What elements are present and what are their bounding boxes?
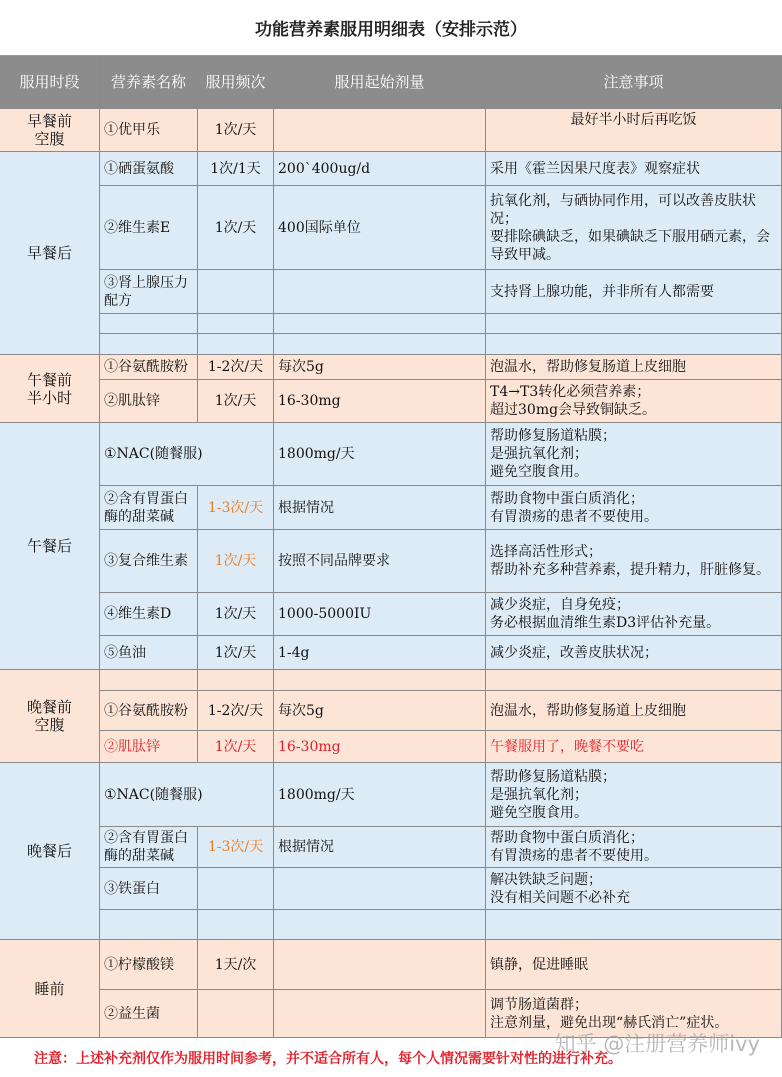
dose-cell-text: 根据情况 xyxy=(278,499,334,516)
note-cell xyxy=(486,593,782,636)
nutrient-name-cell xyxy=(100,152,198,186)
frequency-cell-text: 1-2次/天 xyxy=(207,702,264,719)
note-cell xyxy=(486,380,782,423)
dose-cell xyxy=(274,910,486,940)
nutrient-name-cell xyxy=(100,530,198,593)
note-cell xyxy=(486,670,782,691)
period-cell: 早餐前空腹 xyxy=(0,109,100,152)
dose-cell-text: 根据情况 xyxy=(278,839,334,855)
note-cell-text: 帮助食物中蛋白质消化； 有胃溃疡的患者不要使用。 xyxy=(490,490,658,525)
period-cell: 晚餐后 xyxy=(0,763,100,940)
note-cell-text: 支持肾上腺功能，并非所有人都需要 xyxy=(490,283,714,300)
nutrient-name-cell xyxy=(100,827,198,868)
frequency-cell-text: 1次/天 xyxy=(214,644,257,661)
nutrient-name-cell xyxy=(100,910,198,940)
frequency-cell xyxy=(198,152,274,186)
note-cell xyxy=(486,910,782,940)
watermark: 知乎 @注册营养师ivy xyxy=(554,1032,760,1056)
nutrient-name-cell-text: ①谷氨酰胺粉 xyxy=(104,359,188,375)
note-cell xyxy=(486,423,782,486)
period-cell: 午餐前半小时 xyxy=(0,355,100,423)
header-frequency: 服用频次 xyxy=(198,56,274,109)
frequency-cell-text: 1-2次/天 xyxy=(207,359,264,375)
frequency-cell-text: 1次/1天 xyxy=(210,160,261,177)
dose-cell-text: 1000-5000IU xyxy=(278,606,372,622)
nutrient-name-cell xyxy=(100,593,198,636)
note-cell xyxy=(486,334,782,355)
note-cell-text: 镇静，促进睡眠 xyxy=(490,956,588,973)
header-period: 服用时段 xyxy=(0,56,100,109)
frequency-cell xyxy=(198,731,274,763)
note-cell-text: 解决铁缺乏问题； 没有相关问题不必补充 xyxy=(490,871,630,906)
dose-cell xyxy=(274,334,486,355)
note-cell-text: 泡温水，帮助修复肠道上皮细胞 xyxy=(490,702,686,719)
note-cell xyxy=(486,691,782,731)
note-cell xyxy=(486,940,782,990)
note-cell-text: T4→T3转化必须营养素； 超过30mg会导致铜缺乏。 xyxy=(490,384,657,418)
nutrient-name-cell-text: ①柠檬酸镁 xyxy=(104,956,174,973)
nutrient-name-cell-text: ③肾上腺压力配方 xyxy=(104,274,188,309)
nutrient-name-cell-text: ②肌肽锌 xyxy=(104,738,160,755)
frequency-cell xyxy=(198,990,274,1038)
nutrient-name-cell-text: ④维生素D xyxy=(104,606,172,622)
nutrient-name-cell xyxy=(100,691,198,731)
note-cell xyxy=(486,827,782,868)
dose-cell xyxy=(274,731,486,763)
note-cell-text: 泡温水，帮助修复肠道上皮细胞 xyxy=(490,359,686,375)
note-cell-text: 最好半小时后再吃饭 xyxy=(570,112,697,128)
note-cell-text: 帮助食物中蛋白质消化； 有胃溃疡的患者不要使用。 xyxy=(490,830,658,864)
dose-cell xyxy=(274,186,486,270)
nutrient-name-cell-text: ③复合维生素 xyxy=(104,553,188,569)
note-cell-text: 抗氧化剂，与硒协同作用，可以改善皮肤状况； 要排除碘缺乏，如果碘缺乏下服用硒元素，会导致甲减。 xyxy=(490,192,770,263)
period-cell: 晚餐前空腹 xyxy=(0,670,100,763)
frequency-cell xyxy=(198,270,274,314)
nutrient-name-cell xyxy=(100,990,198,1038)
note-cell xyxy=(486,270,782,314)
dose-cell xyxy=(274,691,486,731)
frequency-cell-text: 1次/天 xyxy=(214,219,257,236)
frequency-cell xyxy=(198,868,274,910)
frequency-cell xyxy=(198,186,274,270)
dose-cell-text: 每次5g xyxy=(278,702,324,719)
dose-cell-text: 按照不同品牌要求 xyxy=(278,553,390,569)
nutrient-name-cell-text: ①NAC(随餐服) xyxy=(104,446,203,462)
note-cell xyxy=(486,186,782,270)
period-cell: 睡前 xyxy=(0,940,100,1038)
nutrient-name-cell xyxy=(100,109,198,152)
dose-cell-text: 1800mg/天 xyxy=(278,786,355,803)
frequency-cell-text: 1次/天 xyxy=(214,738,257,755)
nutrient-name-cell-text: ②肌肽锌 xyxy=(104,393,160,409)
header-dose: 服用起始剂量 xyxy=(274,56,486,109)
frequency-cell xyxy=(198,593,274,636)
frequency-cell xyxy=(198,109,274,152)
nutrient-name-cell xyxy=(100,731,198,763)
dose-cell xyxy=(274,990,486,1038)
dose-cell xyxy=(274,486,486,530)
nutrient-name-cell xyxy=(100,380,198,423)
note-cell xyxy=(486,355,782,380)
note-cell xyxy=(486,152,782,186)
dose-cell xyxy=(274,636,486,670)
nutrient-name-cell-text: ①NAC(随餐服) xyxy=(104,786,203,803)
period-cell: 午餐后 xyxy=(0,423,100,670)
nutrient-name-cell-text: ⑤鱼油 xyxy=(104,644,146,661)
nutrient-name-cell-text: ①硒蛋氨酸 xyxy=(104,160,174,177)
frequency-cell-text: 1次/天 xyxy=(214,553,257,569)
nutrient-name-cell xyxy=(100,314,198,334)
period-cell: 早餐后 xyxy=(0,152,100,355)
header-notes: 注意事项 xyxy=(486,56,782,109)
frequency-cell xyxy=(198,355,274,380)
note-cell-text: 采用《霍兰因果尺度表》观察症状 xyxy=(490,160,700,177)
dose-cell-text: 400国际单位 xyxy=(278,219,361,236)
dose-cell xyxy=(274,530,486,593)
frequency-cell xyxy=(198,314,274,334)
frequency-cell xyxy=(198,486,274,530)
nutrient-name-cell xyxy=(100,186,198,270)
note-cell xyxy=(486,868,782,910)
dose-cell xyxy=(274,940,486,990)
frequency-cell xyxy=(198,910,274,940)
nutrient-name-cell xyxy=(100,868,198,910)
nutrient-name-cell-text: ②益生菌 xyxy=(104,1005,160,1022)
dose-cell xyxy=(274,868,486,910)
note-cell-text: 选择高活性形式； 帮助补充多种营养素，提升精力，肝脏修复。 xyxy=(490,544,770,578)
frequency-cell xyxy=(198,691,274,731)
note-cell-text: 调节肠道菌群； 注意剂量，避免出现“赫氏消亡”症状。 xyxy=(490,996,729,1031)
dose-cell xyxy=(274,593,486,636)
nutrient-name-cell-text: ①谷氨酰胺粉 xyxy=(104,702,188,719)
dose-cell xyxy=(274,109,486,152)
note-cell xyxy=(486,731,782,763)
nutrient-name-cell xyxy=(100,940,198,990)
dose-cell xyxy=(274,827,486,868)
nutrient-name-cell xyxy=(100,334,198,355)
dose-cell-text: 每次5g xyxy=(278,359,324,375)
frequency-cell xyxy=(198,636,274,670)
nutrient-name-cell xyxy=(100,423,274,486)
dose-cell-text: 1800mg/天 xyxy=(278,446,355,462)
frequency-cell xyxy=(198,380,274,423)
note-cell-text: 帮助修复肠道粘膜； 是强抗氧化剂； 避免空腹食用。 xyxy=(490,768,616,821)
nutrient-name-cell xyxy=(100,355,198,380)
nutrient-name-cell xyxy=(100,486,198,530)
note-cell xyxy=(486,763,782,827)
note-cell xyxy=(486,530,782,593)
dose-cell-text: 1-4g xyxy=(278,644,310,661)
frequency-cell xyxy=(198,827,274,868)
frequency-cell-text: 1次/天 xyxy=(214,122,257,138)
dose-cell xyxy=(274,355,486,380)
frequency-cell-text: 1-3次/天 xyxy=(207,499,264,516)
nutrient-name-cell-text: ②含有胃蛋白酶的甜菜碱 xyxy=(104,830,188,864)
frequency-cell xyxy=(198,334,274,355)
nutrient-name-cell xyxy=(100,670,198,691)
footer-note: 注意：上述补充剂仅作为服用时间参考，并不适合所有人，每个人情况需要针对性的进行补充。 xyxy=(34,1050,622,1067)
frequency-cell-text: 1-3次/天 xyxy=(207,839,264,855)
nutrient-name-cell-text: ②含有胃蛋白酶的甜菜碱 xyxy=(104,490,188,525)
header-name: 营养素名称 xyxy=(100,56,198,109)
note-cell xyxy=(486,109,782,152)
note-cell-text: 减少炎症，改善皮肤状况； xyxy=(490,644,658,661)
frequency-cell xyxy=(198,670,274,691)
dose-cell-text: 16-30mg xyxy=(278,393,341,409)
frequency-cell-text: 1天/次 xyxy=(214,956,257,973)
dose-cell xyxy=(274,423,486,486)
frequency-cell-text: 1次/天 xyxy=(214,393,257,409)
frequency-cell xyxy=(198,530,274,593)
dose-cell xyxy=(274,670,486,691)
dose-cell-text: 16-30mg xyxy=(278,738,341,755)
note-cell-text: 午餐服用了，晚餐不要吃 xyxy=(490,738,644,755)
table-title: 功能营养素服用明细表（安排示范） xyxy=(0,0,782,56)
note-cell-text: 帮助修复肠道粘膜； 是强抗氧化剂； 避免空腹食用。 xyxy=(490,428,616,480)
note-cell xyxy=(486,486,782,530)
nutrient-name-cell xyxy=(100,763,274,827)
dose-cell xyxy=(274,314,486,334)
nutrient-name-cell-text: ②维生素E xyxy=(104,219,171,236)
dose-cell-text: 200`400ug/d xyxy=(278,160,371,177)
note-cell-text: 减少炎症，自身免疫； 务必根据血清维生素D3评估补充量。 xyxy=(490,597,721,631)
frequency-cell-text: 1次/天 xyxy=(214,606,257,622)
dose-cell xyxy=(274,152,486,186)
note-cell xyxy=(486,314,782,334)
dose-cell xyxy=(274,270,486,314)
nutrient-name-cell-text: ①优甲乐 xyxy=(104,122,160,138)
nutrient-name-cell-text: ③铁蛋白 xyxy=(104,880,160,897)
dose-cell xyxy=(274,380,486,423)
note-cell xyxy=(486,636,782,670)
nutrient-name-cell xyxy=(100,636,198,670)
nutrient-name-cell xyxy=(100,270,198,314)
dose-cell xyxy=(274,763,486,827)
frequency-cell xyxy=(198,940,274,990)
